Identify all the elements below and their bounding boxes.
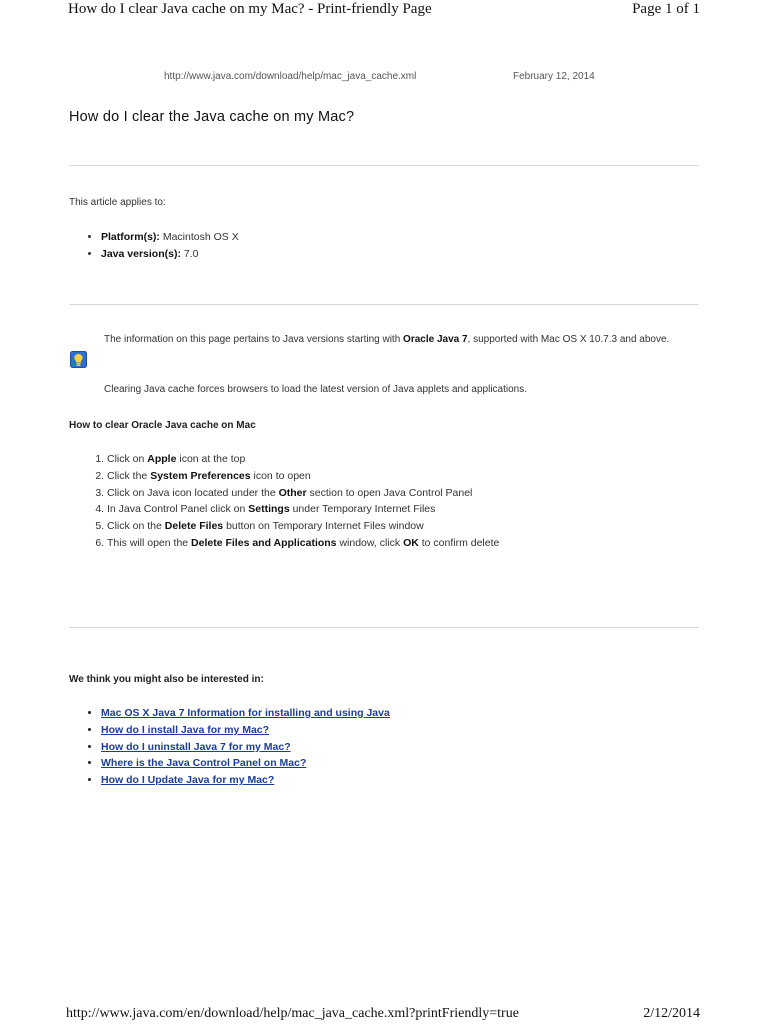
step-emphasis: Delete Files and Applications — [191, 536, 337, 549]
step-text: Click on Java icon located under the — [107, 486, 279, 499]
related-link[interactable]: How do I Update Java for my Mac? — [101, 774, 275, 787]
step-text: section to open Java Control Panel — [306, 486, 473, 499]
related-item — [101, 722, 390, 739]
step-text: button on Temporary Internet Files window — [223, 520, 424, 533]
related-heading: We think you might also be interested in: — [69, 674, 264, 685]
related-link[interactable]: Where is the Java Control Panel on Mac? — [101, 757, 307, 770]
applies-list — [69, 229, 239, 263]
step-text: Click the — [107, 469, 151, 482]
applies-label: Platform(s): — [101, 231, 160, 243]
howto-heading: How to clear Oracle Java cache on Mac — [69, 420, 256, 431]
related-item — [101, 772, 390, 789]
step-emphasis: Other — [278, 486, 307, 499]
related-link[interactable]: How do I uninstall Java 7 for my Mac? — [101, 740, 291, 753]
divider — [69, 165, 699, 166]
step-text: window, click — [336, 536, 404, 549]
note-paragraph: Clearing Java cache forces browsers to load the latest version of Java applets and applications. — [104, 384, 528, 395]
step-text: Click on the — [107, 520, 165, 533]
applies-label: Java version(s): — [101, 248, 181, 260]
step-item — [107, 468, 499, 485]
related-item — [101, 739, 390, 756]
related-item — [101, 705, 390, 722]
applies-item-platform — [101, 229, 239, 246]
note-paragraph — [104, 332, 704, 349]
note-emphasis: Oracle Java 7 — [403, 334, 468, 345]
step-text: This will open the — [107, 536, 192, 549]
print-header-page-number: Page 1 of 1 — [632, 1, 700, 17]
step-emphasis: OK — [403, 536, 419, 549]
applies-item-version — [101, 246, 239, 263]
divider — [69, 627, 699, 628]
step-emphasis: System Preferences — [150, 469, 251, 482]
step-item — [107, 535, 499, 552]
print-header-title: How do I clear Java cache on my Mac? - Print-friendly Page — [68, 1, 432, 17]
step-item — [107, 518, 499, 535]
step-text: In Java Control Panel click on — [107, 503, 249, 516]
print-footer-url: http://www.java.com/en/download/help/mac_java_cache.xml?printFriendly=true — [66, 1006, 519, 1021]
steps-list — [69, 451, 499, 552]
step-item — [107, 451, 499, 468]
step-text: under Temporary Internet Files — [289, 503, 436, 516]
page-title: How do I clear the Java cache on my Mac? — [69, 109, 355, 125]
applies-value: Macintosh OS X — [159, 231, 239, 243]
related-link[interactable]: How do I install Java for my Mac? — [101, 723, 270, 736]
lightbulb-icon — [70, 351, 87, 368]
print-footer-date: 2/12/2014 — [643, 1006, 700, 1021]
applies-value: 7.0 — [180, 248, 199, 260]
article-date: February 12, 2014 — [513, 71, 595, 82]
source-url: http://www.java.com/download/help/mac_java_cache.xml — [164, 71, 417, 82]
note-text: The information on this page pertains to Java versions starting with — [104, 334, 404, 345]
divider — [69, 304, 699, 305]
step-emphasis: Settings — [248, 503, 290, 516]
step-text: to confirm delete — [418, 536, 500, 549]
related-item — [101, 755, 390, 772]
step-emphasis: Apple — [147, 453, 177, 465]
step-text: icon at the top — [176, 453, 246, 465]
related-link[interactable]: Mac OS X Java 7 Information for installing and using Java — [101, 707, 390, 719]
print-footer — [0, 1006, 768, 1024]
applies-intro: This article applies to: — [69, 197, 166, 208]
step-text: icon to open — [250, 469, 311, 482]
step-emphasis: Delete Files — [164, 520, 224, 533]
step-item — [107, 501, 499, 518]
step-text: Click on — [107, 453, 148, 465]
related-links-list — [69, 705, 390, 789]
print-header — [0, 0, 768, 24]
step-item — [107, 485, 499, 502]
note-text: , supported with Mac OS X 10.7.3 and above. — [467, 334, 670, 345]
